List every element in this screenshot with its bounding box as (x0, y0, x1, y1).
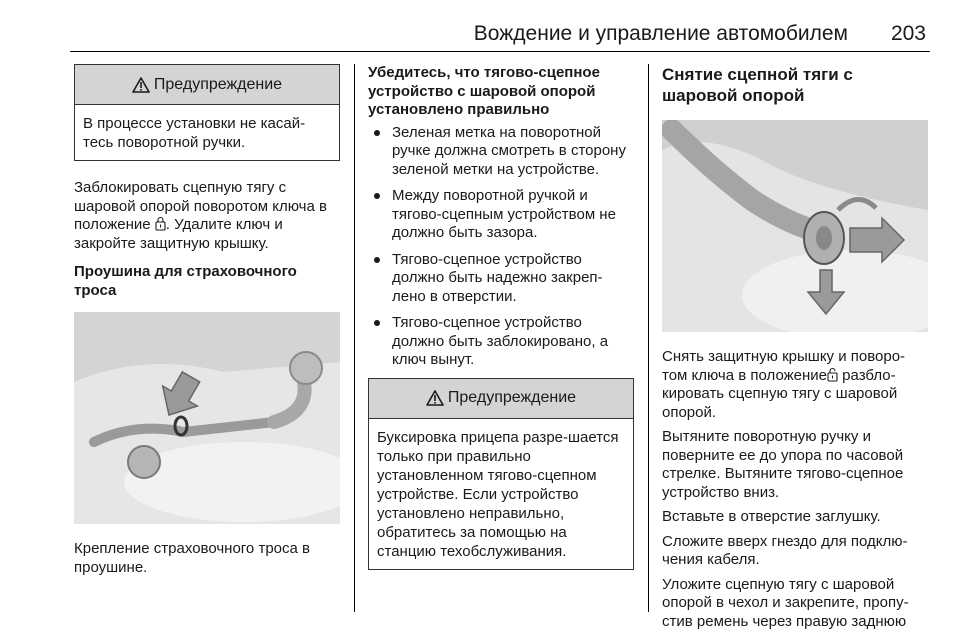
removal-step-2: Вытяните поворотную ручку и поверните ее до упора по часовой стрелке. Вытяните тягово-сцепное устройство вниз. (662, 428, 904, 501)
warning-title: Предупреждение (447, 389, 577, 406)
page-number: 203 (890, 22, 926, 45)
warning-header (369, 379, 633, 419)
removal-step-3: Вставьте в отверстие заглушку. (662, 508, 881, 525)
tow-eye-illustration (74, 312, 340, 524)
section-heading-check: Убедитесь, что тягово-сцепное устройство с шаровой опорой установлено правильно (368, 64, 600, 118)
warning-box (74, 64, 340, 161)
warning-triangle-icon (426, 390, 444, 406)
column-divider (648, 64, 649, 612)
removal-step-1: Снять защитную крышку и поворо-том ключа в положение разбло-кировать сцепную тягу с шаровой опорой. (662, 348, 906, 421)
column-left (74, 64, 340, 577)
list-item: Тягово-сцепное устройство должно быть надежно закреп-лено в отверстии. (368, 251, 634, 307)
page-header (70, 0, 930, 52)
column-middle (368, 64, 634, 570)
column-divider (354, 64, 355, 612)
warning-title: Предупреждение (153, 75, 283, 93)
check-list (368, 124, 634, 370)
page-title: Вождение и управление автомобилем (473, 22, 848, 45)
column-right (662, 64, 928, 631)
warning-triangle-icon (132, 77, 150, 93)
lock-instruction: Заблокировать сцепную тягу с шаровой опорой поворотом ключа в положение . Удалите ключ и закройте защитную крышку. (74, 179, 327, 252)
list-item: Тягово-сцепное устройство должно быть заблокировано, а ключ вынут. (368, 314, 634, 370)
warning-box (368, 378, 634, 570)
lock-icon (155, 216, 166, 231)
removal-step-4: Сложите вверх гнездо для подклю-чения кабеля. (662, 532, 908, 568)
unlock-icon (827, 367, 838, 382)
warning-text: Буксировка прицепа разре-шается только при правильно установленном тягово-сцепном устройстве. Если устройство установлено неправильно, обратитесь за помощью на станцию техобслуживания. (377, 428, 619, 560)
removal-illustration (662, 120, 928, 332)
tow-eye-caption: Крепление страховочного троса в проушине. (74, 540, 310, 576)
warning-header (75, 65, 339, 105)
list-item: Между поворотной ручкой и тягово-сцепным устройством не должно быть зазора. (368, 187, 634, 243)
list-item: Зеленая метка на поворотной ручке должна смотреть в сторону зеленой метки на устройстве. (368, 124, 634, 180)
removal-step-5: Уложите сцепную тягу с шаровой опорой в чехол и закрепите, пропу-стив ремень через правую заднюю (662, 575, 909, 630)
warning-text: В процессе установки не касай-тесь поворотной ручки. (83, 115, 306, 151)
section-heading-removal: Снятие сцепной тяги с шаровой опорой (662, 65, 853, 105)
section-heading-tow-eye: Проушина для страховочного троса (74, 263, 297, 299)
